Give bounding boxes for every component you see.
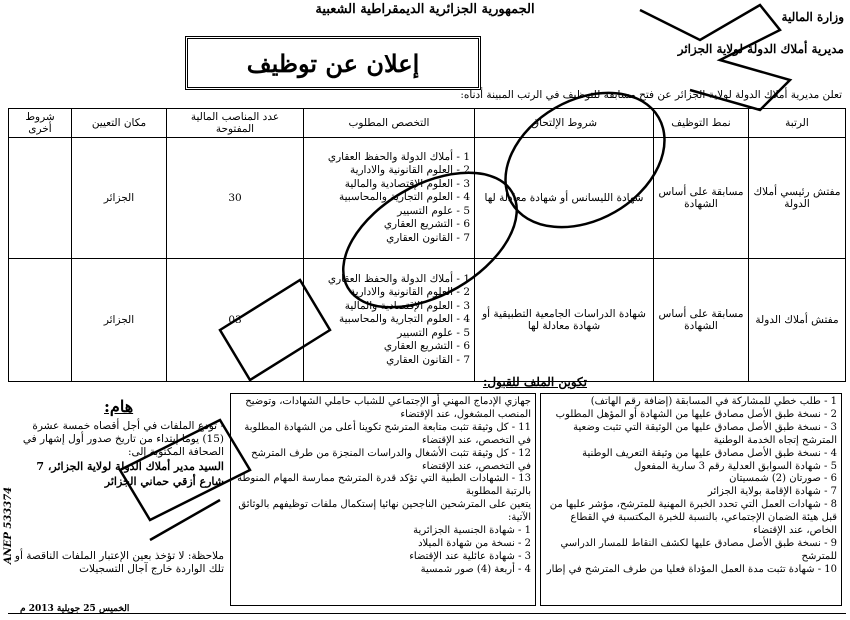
header-mode: نمط التوظيف <box>654 109 749 138</box>
cell-grade: مفتش أملاك الدولة <box>749 259 846 382</box>
list-item: 2 - نسخة من شهادة الميلاد <box>418 537 531 549</box>
list-item: 6 - صورتان (2) شمسيتان <box>729 473 837 485</box>
anep-reference: ANEP 533374 <box>3 486 15 565</box>
list-item: 8 - شهادات العمل التي تحدد الخبرة المهنية للمترشح، مؤشر عليها من قبل هيئة الضمان الإجتماعي، بالنسبة للخبرة المكتسبة في القطاع الخاص، عند الإقتضاء <box>549 499 837 537</box>
specialty-item: 7 - القانون العقاري <box>386 353 470 366</box>
important-title: هام: <box>104 397 134 416</box>
specialty-item: 4 - العلوم التجارية والمحاسبية <box>338 191 470 204</box>
list-item: 3 - شهادة عائلية عند الإقتضاء <box>409 550 531 562</box>
specialty-item: 7 - القانون العقاري <box>386 231 470 244</box>
bottom-divider <box>8 613 846 614</box>
specialty-item: 5 - علوم التسيير <box>397 204 470 217</box>
specialty-item: 3 - العلوم الإقتصادية والمالية <box>344 299 470 312</box>
required-documents-list <box>540 393 842 606</box>
recruitment-table <box>8 108 846 382</box>
specialty-item: 1 - أملاك الدولة والحفظ العقاري <box>327 272 470 285</box>
header-conditions: شروط الإلتحاق <box>475 109 654 138</box>
specialty-item: 3 - العلوم الإقتصادية والمالية <box>344 177 470 190</box>
table-header-row <box>9 109 846 138</box>
cell-place: الجزائر <box>72 259 167 382</box>
list-item: 7 - شهادة الإقامة بولاية الجزائر <box>707 486 837 498</box>
list-item: جهازي الإدماج المهني أو الإجتماعي للشباب حاملي الشهادات، وتوضيح المنصب المشغول، عند الإقتضاء <box>245 396 531 420</box>
specialty-item: 4 - العلوم التجارية والمحاسبية <box>338 313 470 326</box>
list-item: 11 - كل وثيقة تثبت متابعة المترشح تكوينا أعلى من الشهادة المطلوبة في التخصص، عند الإقتضاء <box>244 421 531 446</box>
list-item: 1 - شهادة الجنسية الجزائرية <box>413 525 531 537</box>
specialty-item: 6 - التشريع العقاري <box>383 218 470 231</box>
specialty-item: 1 - أملاك الدولة والحفظ العقاري <box>327 150 470 163</box>
list-item: 13 - الشهادات الطبية التي تؤكد قدرة المترشح ممارسة المهام المنوطة بالرتبة المطلوبة <box>237 473 531 498</box>
deposit-address: السيد مدير أملاك الدولة لولاية الجزائر، 7 شارع أزقي حماني الجزائر <box>36 460 224 488</box>
file-section-title: تكوين الملف للقبول: <box>483 375 587 389</box>
ministry-name: وزارة المالية <box>781 10 844 24</box>
list-item: 4 - نسخة طبق الأصل مصادق عليها من وثيقة التعريف الوطنية <box>582 447 837 459</box>
specialty-item: 2 - العلوم القانونية والادارية <box>349 286 470 299</box>
republic-header: الجمهورية الجزائرية الديمقراطية الشعبية <box>315 2 535 17</box>
list-item: 4 - أربعة (4) صور شمسية <box>420 563 531 575</box>
specialty-item: 5 - علوم التسيير <box>397 326 470 339</box>
header-other: شروط أخرى <box>9 109 72 138</box>
cell-specialties <box>304 138 475 259</box>
important-notice <box>14 420 224 489</box>
cell-place: الجزائر <box>72 138 167 259</box>
specialty-item: 6 - التشريع العقاري <box>383 340 470 353</box>
deposit-deadline-text: - تودع الملفات في أجل أقصاه خمسة عشرة (15) يوما إبتداء من تاريخ صدور أول إشهار في الصحافة المكتوبة إلى: <box>22 420 224 458</box>
cell-conditions: شهادة الدراسات الجامعية التطبيقية أو شهادة معادلة لها <box>475 259 654 382</box>
list-item: 3 - نسخة طبق الأصل مصادق عليها من الوثيقة التي تثبت وضعية المترشح إتجاه الخدمة الوطنية <box>573 421 837 446</box>
header-grade: الرتبة <box>749 109 846 138</box>
header-place: مكان التعيين <box>72 109 167 138</box>
header-specialty: التخصص المطلوب <box>304 109 475 138</box>
specialty-item: 2 - العلوم القانونية والادارية <box>349 164 470 177</box>
stamp-stroke <box>150 500 220 540</box>
cell-grade: مفتش رئيسي أملاك الدولة <box>749 138 846 259</box>
list-item: يتعين على المترشحين الناجحين نهائيا إستكمال ملفات توظيفهم بالوثائق الآتية: <box>238 499 531 524</box>
list-item: 5 - شهادة السوابق العدلية رقم 3 سارية المفعول <box>633 460 837 472</box>
cell-conditions: شهادة الليسانس أو شهادة معادلة لها <box>475 138 654 259</box>
list-item: 2 - نسخة طبق الأصل مصادق عليها من الشهادة أو المؤهل المطلوب <box>555 408 837 420</box>
cell-other <box>9 259 72 382</box>
publication-date: الخميس 25 جويلية 2013 م <box>20 604 130 614</box>
cell-posts: 30 <box>167 138 304 259</box>
table-row <box>9 138 846 259</box>
announcement-title: إعلان عن توظيف <box>185 36 481 90</box>
intro-text: تعلن مديرية أملاك الدولة لولاية الجزائر عن فتح مسابقة للتوظيف في الرتب المبينة أدناه: <box>460 89 842 101</box>
table-row <box>9 259 846 382</box>
directorate-name: مديرية أملاك الدولة لولاية الجزائر <box>677 42 844 56</box>
additional-documents-list <box>230 393 536 606</box>
cell-posts: 03 <box>167 259 304 382</box>
list-item: 10 - شهادة تثبت مدة العمل المؤداة فعليا من طرف المترشح في إطار <box>546 563 837 575</box>
list-item: 1 - طلب خطي للمشاركة في المسابقة (إضافة رقم الهاتف) <box>590 396 837 407</box>
list-item: 12 - كل وثيقة تثبت الأشغال والدراسات المنجزة من طرف المترشح في التخصص، عند الإقتضاء <box>251 447 531 472</box>
note-text: ملاحظة: لا تؤخذ بعين الإعتبار الملفات الناقصة أو تلك الواردة خارج آجال التسجيلات <box>14 550 224 575</box>
cell-mode: مسابقة على أساس الشهادة <box>654 259 749 382</box>
cell-other <box>9 138 72 259</box>
cell-specialties <box>304 259 475 382</box>
header-posts: عدد المناصب المالية المفتوحة <box>167 109 304 138</box>
list-item: 9 - نسخة طبق الأصل مصادق عليها لكشف النقاط للمسار الدراسي للمترشح <box>560 537 837 562</box>
cell-mode: مسابقة على أساس الشهادة <box>654 138 749 259</box>
